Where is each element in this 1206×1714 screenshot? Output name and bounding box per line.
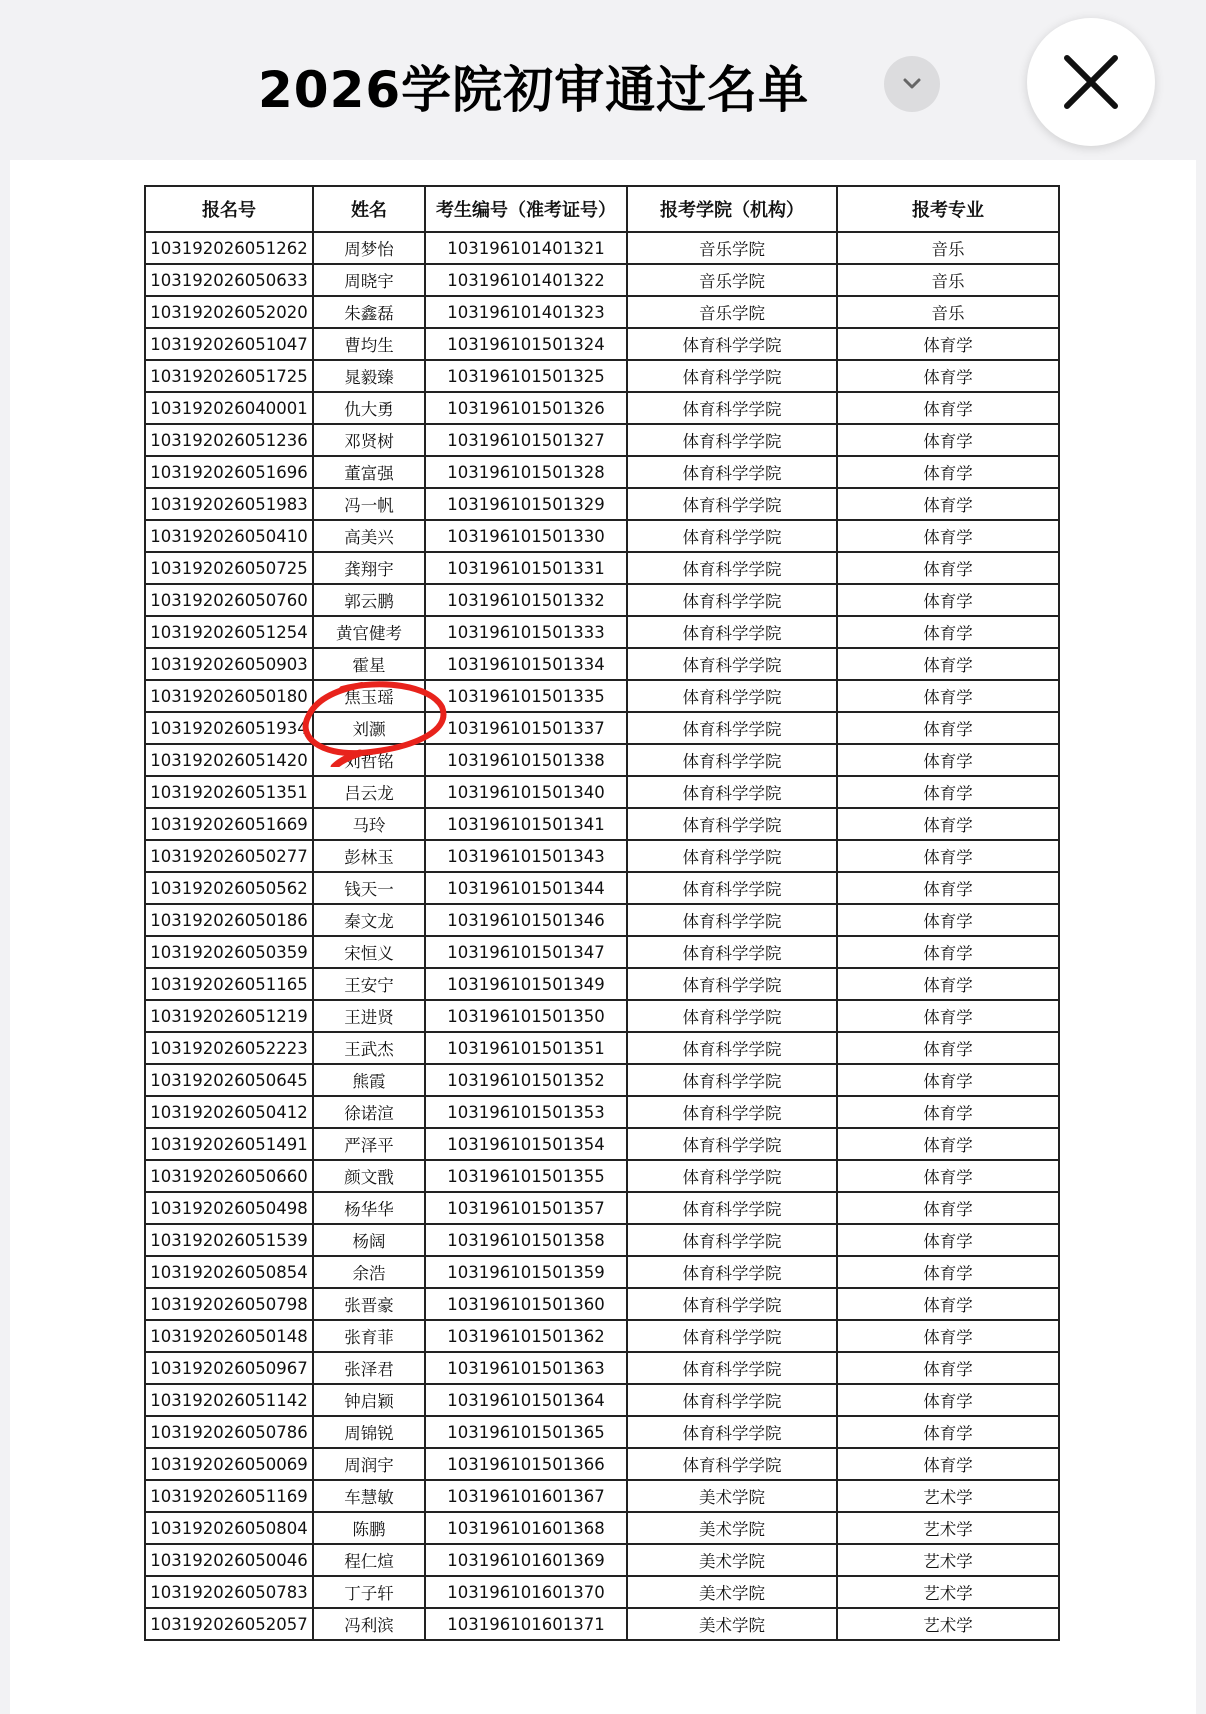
registration-number-cell: 103192026050412 xyxy=(145,1096,313,1128)
applicant-table xyxy=(144,185,1060,1641)
exam-id-cell: 103196101501355 xyxy=(425,1160,627,1192)
table-row xyxy=(145,1256,1059,1288)
exam-id-cell: 103196101501353 xyxy=(425,1096,627,1128)
college-cell: 体育科学学院 xyxy=(627,1192,837,1224)
exam-id-cell: 103196101501333 xyxy=(425,616,627,648)
column-header: 报考专业 xyxy=(837,186,1059,232)
applicant-name-cell: 郭云鹏 xyxy=(313,584,425,616)
college-cell: 体育科学学院 xyxy=(627,328,837,360)
registration-number-cell: 103192026050798 xyxy=(145,1288,313,1320)
table-row xyxy=(145,776,1059,808)
college-cell: 体育科学学院 xyxy=(627,1032,837,1064)
college-cell: 体育科学学院 xyxy=(627,776,837,808)
table-row xyxy=(145,584,1059,616)
chevron-down-icon xyxy=(900,72,924,96)
registration-number-cell: 103192026051725 xyxy=(145,360,313,392)
college-cell: 体育科学学院 xyxy=(627,584,837,616)
major-cell: 体育学 xyxy=(837,648,1059,680)
applicant-name-cell: 熊霞 xyxy=(313,1064,425,1096)
major-cell: 体育学 xyxy=(837,1416,1059,1448)
table-row xyxy=(145,424,1059,456)
table-row xyxy=(145,1000,1059,1032)
column-header: 报考学院（机构） xyxy=(627,186,837,232)
table-row xyxy=(145,552,1059,584)
college-cell: 体育科学学院 xyxy=(627,1128,837,1160)
major-cell: 体育学 xyxy=(837,1288,1059,1320)
exam-id-cell: 103196101501359 xyxy=(425,1256,627,1288)
college-cell: 体育科学学院 xyxy=(627,680,837,712)
applicant-name-cell: 晁毅臻 xyxy=(313,360,425,392)
major-cell: 体育学 xyxy=(837,1096,1059,1128)
major-cell: 音乐 xyxy=(837,232,1059,264)
applicant-name-cell: 冯利滨 xyxy=(313,1608,425,1640)
exam-id-cell: 103196101501366 xyxy=(425,1448,627,1480)
table-row xyxy=(145,1320,1059,1352)
exam-id-cell: 103196101501362 xyxy=(425,1320,627,1352)
table-row xyxy=(145,680,1059,712)
major-cell: 体育学 xyxy=(837,744,1059,776)
registration-number-cell: 103192026050069 xyxy=(145,1448,313,1480)
college-cell: 体育科学学院 xyxy=(627,1320,837,1352)
major-cell: 体育学 xyxy=(837,1000,1059,1032)
exam-id-cell: 103196101501330 xyxy=(425,520,627,552)
college-cell: 体育科学学院 xyxy=(627,520,837,552)
exam-id-cell: 103196101501349 xyxy=(425,968,627,1000)
registration-number-cell: 103192026052020 xyxy=(145,296,313,328)
major-cell: 体育学 xyxy=(837,360,1059,392)
major-cell: 体育学 xyxy=(837,968,1059,1000)
exam-id-cell: 103196101501357 xyxy=(425,1192,627,1224)
registration-number-cell: 103192026051047 xyxy=(145,328,313,360)
major-cell: 艺术学 xyxy=(837,1576,1059,1608)
table-row xyxy=(145,1416,1059,1448)
table-row xyxy=(145,648,1059,680)
applicant-name-cell: 朱鑫磊 xyxy=(313,296,425,328)
major-cell: 体育学 xyxy=(837,1192,1059,1224)
major-cell: 体育学 xyxy=(837,776,1059,808)
table-row xyxy=(145,1576,1059,1608)
applicant-name-cell: 丁子轩 xyxy=(313,1576,425,1608)
exam-id-cell: 103196101501326 xyxy=(425,392,627,424)
major-cell: 体育学 xyxy=(837,1448,1059,1480)
title-dropdown-button[interactable] xyxy=(884,56,940,112)
exam-id-cell: 103196101501352 xyxy=(425,1064,627,1096)
close-button[interactable] xyxy=(1027,18,1155,146)
major-cell: 体育学 xyxy=(837,1384,1059,1416)
college-cell: 体育科学学院 xyxy=(627,1000,837,1032)
exam-id-cell: 103196101401323 xyxy=(425,296,627,328)
applicant-name-cell: 仇大勇 xyxy=(313,392,425,424)
registration-number-cell: 103192026051420 xyxy=(145,744,313,776)
applicant-name-cell: 周锦锐 xyxy=(313,1416,425,1448)
table-row xyxy=(145,712,1059,744)
major-cell: 体育学 xyxy=(837,1320,1059,1352)
table-row xyxy=(145,904,1059,936)
college-cell: 体育科学学院 xyxy=(627,744,837,776)
registration-number-cell: 103192026050783 xyxy=(145,1576,313,1608)
college-cell: 体育科学学院 xyxy=(627,1448,837,1480)
college-cell: 体育科学学院 xyxy=(627,1352,837,1384)
registration-number-cell: 103192026051219 xyxy=(145,1000,313,1032)
applicant-name-cell: 马玲 xyxy=(313,808,425,840)
registration-number-cell: 103192026050633 xyxy=(145,264,313,296)
major-cell: 体育学 xyxy=(837,552,1059,584)
registration-number-cell: 103192026040001 xyxy=(145,392,313,424)
table-row xyxy=(145,392,1059,424)
exam-id-cell: 103196101501344 xyxy=(425,872,627,904)
exam-id-cell: 103196101501329 xyxy=(425,488,627,520)
applicant-name-cell: 冯一帆 xyxy=(313,488,425,520)
registration-number-cell: 103192026050804 xyxy=(145,1512,313,1544)
college-cell: 体育科学学院 xyxy=(627,904,837,936)
table-row xyxy=(145,1032,1059,1064)
table-row xyxy=(145,1224,1059,1256)
table-row xyxy=(145,1512,1059,1544)
college-cell: 美术学院 xyxy=(627,1576,837,1608)
major-cell: 艺术学 xyxy=(837,1512,1059,1544)
college-cell: 体育科学学院 xyxy=(627,1256,837,1288)
table-row xyxy=(145,232,1059,264)
major-cell: 音乐 xyxy=(837,296,1059,328)
registration-number-cell: 103192026050967 xyxy=(145,1352,313,1384)
applicant-name-cell: 吕云龙 xyxy=(313,776,425,808)
applicant-name-cell: 董富强 xyxy=(313,456,425,488)
applicant-name-cell: 徐诺渲 xyxy=(313,1096,425,1128)
college-cell: 音乐学院 xyxy=(627,232,837,264)
exam-id-cell: 103196101501332 xyxy=(425,584,627,616)
applicant-name-cell: 刘灏 xyxy=(313,712,425,744)
college-cell: 体育科学学院 xyxy=(627,1416,837,1448)
college-cell: 美术学院 xyxy=(627,1608,837,1640)
exam-id-cell: 103196101501346 xyxy=(425,904,627,936)
registration-number-cell: 103192026051169 xyxy=(145,1480,313,1512)
registration-number-cell: 103192026050410 xyxy=(145,520,313,552)
college-cell: 体育科学学院 xyxy=(627,1288,837,1320)
viewer-header xyxy=(0,0,1206,160)
document-title: 2026学院初审通过名单 xyxy=(258,61,810,119)
applicant-name-cell: 严泽平 xyxy=(313,1128,425,1160)
applicant-name-cell: 秦文龙 xyxy=(313,904,425,936)
registration-number-cell: 103192026050854 xyxy=(145,1256,313,1288)
exam-id-cell: 103196101501334 xyxy=(425,648,627,680)
applicant-name-cell: 张晋豪 xyxy=(313,1288,425,1320)
table-row xyxy=(145,1128,1059,1160)
major-cell: 体育学 xyxy=(837,1160,1059,1192)
registration-number-cell: 103192026051236 xyxy=(145,424,313,456)
table-row xyxy=(145,488,1059,520)
major-cell: 体育学 xyxy=(837,1128,1059,1160)
registration-number-cell: 103192026051142 xyxy=(145,1384,313,1416)
table-header-row xyxy=(145,186,1059,232)
exam-id-cell: 103196101501324 xyxy=(425,328,627,360)
table-row xyxy=(145,1192,1059,1224)
college-cell: 体育科学学院 xyxy=(627,392,837,424)
college-cell: 美术学院 xyxy=(627,1480,837,1512)
table-row xyxy=(145,616,1059,648)
registration-number-cell: 103192026051262 xyxy=(145,232,313,264)
major-cell: 体育学 xyxy=(837,808,1059,840)
table-row xyxy=(145,360,1059,392)
registration-number-cell: 103192026050148 xyxy=(145,1320,313,1352)
applicant-name-cell: 程仁煊 xyxy=(313,1544,425,1576)
college-cell: 音乐学院 xyxy=(627,264,837,296)
table-row xyxy=(145,1096,1059,1128)
table-row xyxy=(145,1544,1059,1576)
applicant-name-cell: 钱天一 xyxy=(313,872,425,904)
exam-id-cell: 103196101501347 xyxy=(425,936,627,968)
exam-id-cell: 103196101501350 xyxy=(425,1000,627,1032)
major-cell: 体育学 xyxy=(837,424,1059,456)
major-cell: 体育学 xyxy=(837,392,1059,424)
table-row xyxy=(145,296,1059,328)
registration-number-cell: 103192026050277 xyxy=(145,840,313,872)
table-row xyxy=(145,872,1059,904)
applicant-name-cell: 邓贤树 xyxy=(313,424,425,456)
applicant-name-cell: 余浩 xyxy=(313,1256,425,1288)
college-cell: 体育科学学院 xyxy=(627,456,837,488)
college-cell: 体育科学学院 xyxy=(627,616,837,648)
major-cell: 体育学 xyxy=(837,520,1059,552)
major-cell: 艺术学 xyxy=(837,1608,1059,1640)
college-cell: 体育科学学院 xyxy=(627,360,837,392)
exam-id-cell: 103196101501363 xyxy=(425,1352,627,1384)
exam-id-cell: 103196101501335 xyxy=(425,680,627,712)
table-row xyxy=(145,328,1059,360)
table-row xyxy=(145,520,1059,552)
table-row xyxy=(145,456,1059,488)
registration-number-cell: 103192026050645 xyxy=(145,1064,313,1096)
registration-number-cell: 103192026051696 xyxy=(145,456,313,488)
table-row xyxy=(145,840,1059,872)
applicant-name-cell: 张育菲 xyxy=(313,1320,425,1352)
registration-number-cell: 103192026050562 xyxy=(145,872,313,904)
table-row xyxy=(145,1480,1059,1512)
table-row xyxy=(145,808,1059,840)
major-cell: 艺术学 xyxy=(837,1544,1059,1576)
major-cell: 体育学 xyxy=(837,872,1059,904)
college-cell: 体育科学学院 xyxy=(627,808,837,840)
registration-number-cell: 103192026051254 xyxy=(145,616,313,648)
major-cell: 体育学 xyxy=(837,840,1059,872)
registration-number-cell: 103192026051351 xyxy=(145,776,313,808)
registration-number-cell: 103192026050046 xyxy=(145,1544,313,1576)
applicant-name-cell: 刘哲铭 xyxy=(313,744,425,776)
table-row xyxy=(145,1608,1059,1640)
exam-id-cell: 103196101501337 xyxy=(425,712,627,744)
college-cell: 体育科学学院 xyxy=(627,1160,837,1192)
registration-number-cell: 103192026051539 xyxy=(145,1224,313,1256)
major-cell: 体育学 xyxy=(837,616,1059,648)
table-row xyxy=(145,1288,1059,1320)
college-cell: 体育科学学院 xyxy=(627,1224,837,1256)
college-cell: 体育科学学院 xyxy=(627,840,837,872)
applicant-name-cell: 王进贤 xyxy=(313,1000,425,1032)
applicant-name-cell: 张泽君 xyxy=(313,1352,425,1384)
exam-id-cell: 103196101501358 xyxy=(425,1224,627,1256)
registration-number-cell: 103192026051165 xyxy=(145,968,313,1000)
major-cell: 艺术学 xyxy=(837,1480,1059,1512)
applicant-name-cell: 彭林玉 xyxy=(313,840,425,872)
applicant-name-cell: 王安宁 xyxy=(313,968,425,1000)
registration-number-cell: 103192026050786 xyxy=(145,1416,313,1448)
applicant-name-cell: 杨华华 xyxy=(313,1192,425,1224)
applicant-name-cell: 颜文戬 xyxy=(313,1160,425,1192)
exam-id-cell: 103196101501365 xyxy=(425,1416,627,1448)
table-row xyxy=(145,968,1059,1000)
registration-number-cell: 103192026052057 xyxy=(145,1608,313,1640)
exam-id-cell: 103196101601370 xyxy=(425,1576,627,1608)
applicant-name-cell: 车慧敏 xyxy=(313,1480,425,1512)
table-row xyxy=(145,744,1059,776)
registration-number-cell: 103192026050359 xyxy=(145,936,313,968)
college-cell: 体育科学学院 xyxy=(627,872,837,904)
college-cell: 体育科学学院 xyxy=(627,1096,837,1128)
major-cell: 体育学 xyxy=(837,680,1059,712)
registration-number-cell: 103192026051983 xyxy=(145,488,313,520)
exam-id-cell: 103196101401321 xyxy=(425,232,627,264)
applicant-name-cell: 王武杰 xyxy=(313,1032,425,1064)
major-cell: 体育学 xyxy=(837,1064,1059,1096)
college-cell: 体育科学学院 xyxy=(627,424,837,456)
applicant-name-cell: 焦玉瑶 xyxy=(313,680,425,712)
applicant-name-cell: 霍星 xyxy=(313,648,425,680)
college-cell: 美术学院 xyxy=(627,1512,837,1544)
registration-number-cell: 103192026051934 xyxy=(145,712,313,744)
registration-number-cell: 103192026050180 xyxy=(145,680,313,712)
major-cell: 体育学 xyxy=(837,584,1059,616)
registration-number-cell: 103192026050725 xyxy=(145,552,313,584)
column-header: 考生编号（准考证号） xyxy=(425,186,627,232)
table-row xyxy=(145,936,1059,968)
applicant-name-cell: 杨阔 xyxy=(313,1224,425,1256)
major-cell: 体育学 xyxy=(837,328,1059,360)
major-cell: 体育学 xyxy=(837,456,1059,488)
registration-number-cell: 103192026052223 xyxy=(145,1032,313,1064)
exam-id-cell: 103196101401322 xyxy=(425,264,627,296)
applicant-name-cell: 高美兴 xyxy=(313,520,425,552)
college-cell: 音乐学院 xyxy=(627,296,837,328)
college-cell: 体育科学学院 xyxy=(627,968,837,1000)
college-cell: 体育科学学院 xyxy=(627,712,837,744)
exam-id-cell: 103196101501327 xyxy=(425,424,627,456)
exam-id-cell: 103196101501354 xyxy=(425,1128,627,1160)
major-cell: 体育学 xyxy=(837,1352,1059,1384)
exam-id-cell: 103196101501360 xyxy=(425,1288,627,1320)
exam-id-cell: 103196101501331 xyxy=(425,552,627,584)
close-icon xyxy=(1059,50,1123,114)
registration-number-cell: 103192026051491 xyxy=(145,1128,313,1160)
college-cell: 体育科学学院 xyxy=(627,552,837,584)
registration-number-cell: 103192026050498 xyxy=(145,1192,313,1224)
registration-number-cell: 103192026050760 xyxy=(145,584,313,616)
column-header: 姓名 xyxy=(313,186,425,232)
major-cell: 体育学 xyxy=(837,904,1059,936)
college-cell: 体育科学学院 xyxy=(627,936,837,968)
major-cell: 音乐 xyxy=(837,264,1059,296)
registration-number-cell: 103192026050660 xyxy=(145,1160,313,1192)
registration-number-cell: 103192026050903 xyxy=(145,648,313,680)
applicant-name-cell: 周晓宇 xyxy=(313,264,425,296)
table-row xyxy=(145,1448,1059,1480)
exam-id-cell: 103196101601371 xyxy=(425,1608,627,1640)
applicant-name-cell: 曹均生 xyxy=(313,328,425,360)
college-cell: 体育科学学院 xyxy=(627,488,837,520)
college-cell: 体育科学学院 xyxy=(627,1064,837,1096)
applicant-name-cell: 周润宇 xyxy=(313,1448,425,1480)
major-cell: 体育学 xyxy=(837,488,1059,520)
college-cell: 体育科学学院 xyxy=(627,648,837,680)
table-row xyxy=(145,1384,1059,1416)
applicant-name-cell: 宋恒义 xyxy=(313,936,425,968)
table-row xyxy=(145,264,1059,296)
major-cell: 体育学 xyxy=(837,1224,1059,1256)
major-cell: 体育学 xyxy=(837,1256,1059,1288)
table-row xyxy=(145,1352,1059,1384)
table-row xyxy=(145,1064,1059,1096)
major-cell: 体育学 xyxy=(837,936,1059,968)
exam-id-cell: 103196101501343 xyxy=(425,840,627,872)
exam-id-cell: 103196101601368 xyxy=(425,1512,627,1544)
exam-id-cell: 103196101501328 xyxy=(425,456,627,488)
applicant-name-cell: 周梦怡 xyxy=(313,232,425,264)
major-cell: 体育学 xyxy=(837,712,1059,744)
exam-id-cell: 103196101501338 xyxy=(425,744,627,776)
exam-id-cell: 103196101501325 xyxy=(425,360,627,392)
applicant-name-cell: 黄官健考 xyxy=(313,616,425,648)
college-cell: 体育科学学院 xyxy=(627,1384,837,1416)
major-cell: 体育学 xyxy=(837,1032,1059,1064)
college-cell: 美术学院 xyxy=(627,1544,837,1576)
applicant-name-cell: 陈鹏 xyxy=(313,1512,425,1544)
exam-id-cell: 103196101501351 xyxy=(425,1032,627,1064)
applicant-name-cell: 龚翔宇 xyxy=(313,552,425,584)
applicant-name-cell: 钟启颖 xyxy=(313,1384,425,1416)
exam-id-cell: 103196101501364 xyxy=(425,1384,627,1416)
exam-id-cell: 103196101601369 xyxy=(425,1544,627,1576)
table-row xyxy=(145,1160,1059,1192)
exam-id-cell: 103196101501340 xyxy=(425,776,627,808)
registration-number-cell: 103192026050186 xyxy=(145,904,313,936)
column-header: 报名号 xyxy=(145,186,313,232)
exam-id-cell: 103196101601367 xyxy=(425,1480,627,1512)
registration-number-cell: 103192026051669 xyxy=(145,808,313,840)
document-page[interactable] xyxy=(10,160,1196,1714)
exam-id-cell: 103196101501341 xyxy=(425,808,627,840)
